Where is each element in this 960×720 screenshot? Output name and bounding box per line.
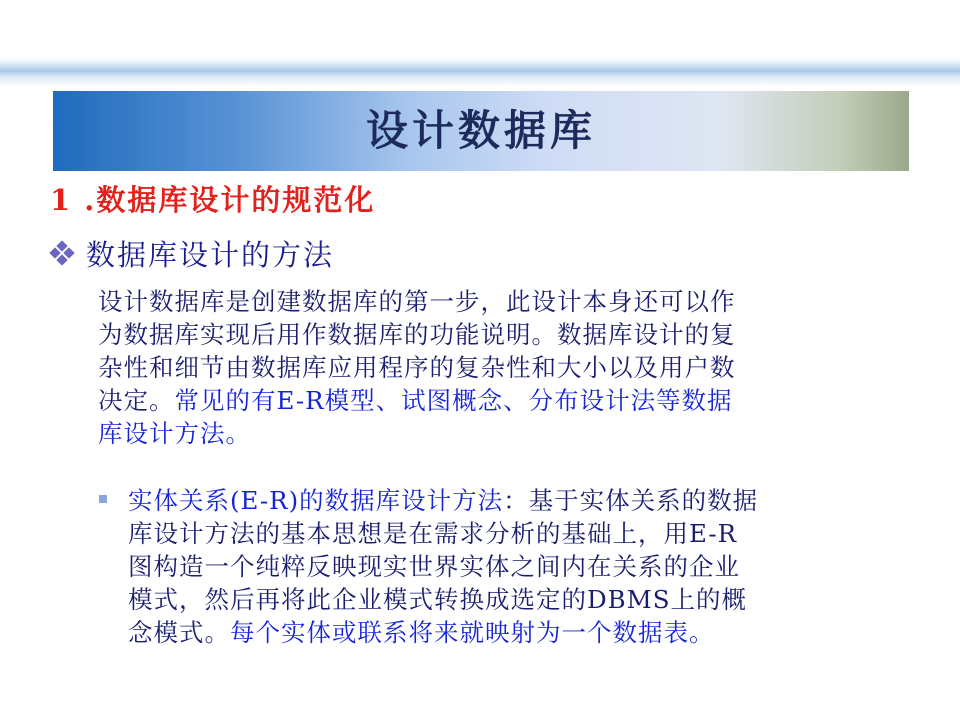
section-heading: 1 .数据库设计的规范化 <box>50 183 376 217</box>
bullet-line <box>128 616 918 649</box>
paragraph-highlight: 常见的有E-R模型、试图概念、分布设计法等数据 <box>174 386 733 415</box>
er-method-bullet <box>128 484 918 649</box>
paragraph-line: 杂性和细节由数据库应用程序的复杂性和大小以及用户数 <box>98 353 736 382</box>
paragraph-line <box>98 384 908 417</box>
paragraph-line: 为数据库实现后用作数据库的功能说明。数据库设计的复 <box>98 320 736 349</box>
header-stripe <box>0 0 960 86</box>
diamond-bullet-icon <box>50 241 74 265</box>
bullet-text: 念模式。 <box>128 618 230 647</box>
square-bullet-icon <box>99 495 107 503</box>
bullet-line <box>128 484 918 517</box>
paragraph-highlight: 库设计方法。 <box>98 419 251 448</box>
slide-title: 设计数据库 <box>365 106 596 155</box>
subheading <box>50 230 334 276</box>
paragraph-text: 决定。 <box>98 386 175 415</box>
bullet-line: 库设计方法的基本思想是在需求分析的基础上，用E-R <box>128 519 738 548</box>
bullet-line: 图构造一个纯粹反映现实世界实体之间内在关系的企业 <box>128 552 740 581</box>
subheading-text: 数据库设计的方法 <box>86 237 335 272</box>
paragraph-line: 设计数据库是创建数据库的第一步，此设计本身还可以作 <box>98 287 736 316</box>
bullet-text: ：基于实体关系的数据 <box>503 486 759 515</box>
bullet-highlight: 每个实体或联系将来就映射为一个数据表。 <box>230 618 715 647</box>
bullet-highlight: 实体关系(E-R)的数据库设计方法 <box>128 486 504 515</box>
bullet-line: 模式，然后再将此企业模式转换成选定的DBMS上的概 <box>128 585 748 614</box>
method-paragraph <box>98 285 908 450</box>
